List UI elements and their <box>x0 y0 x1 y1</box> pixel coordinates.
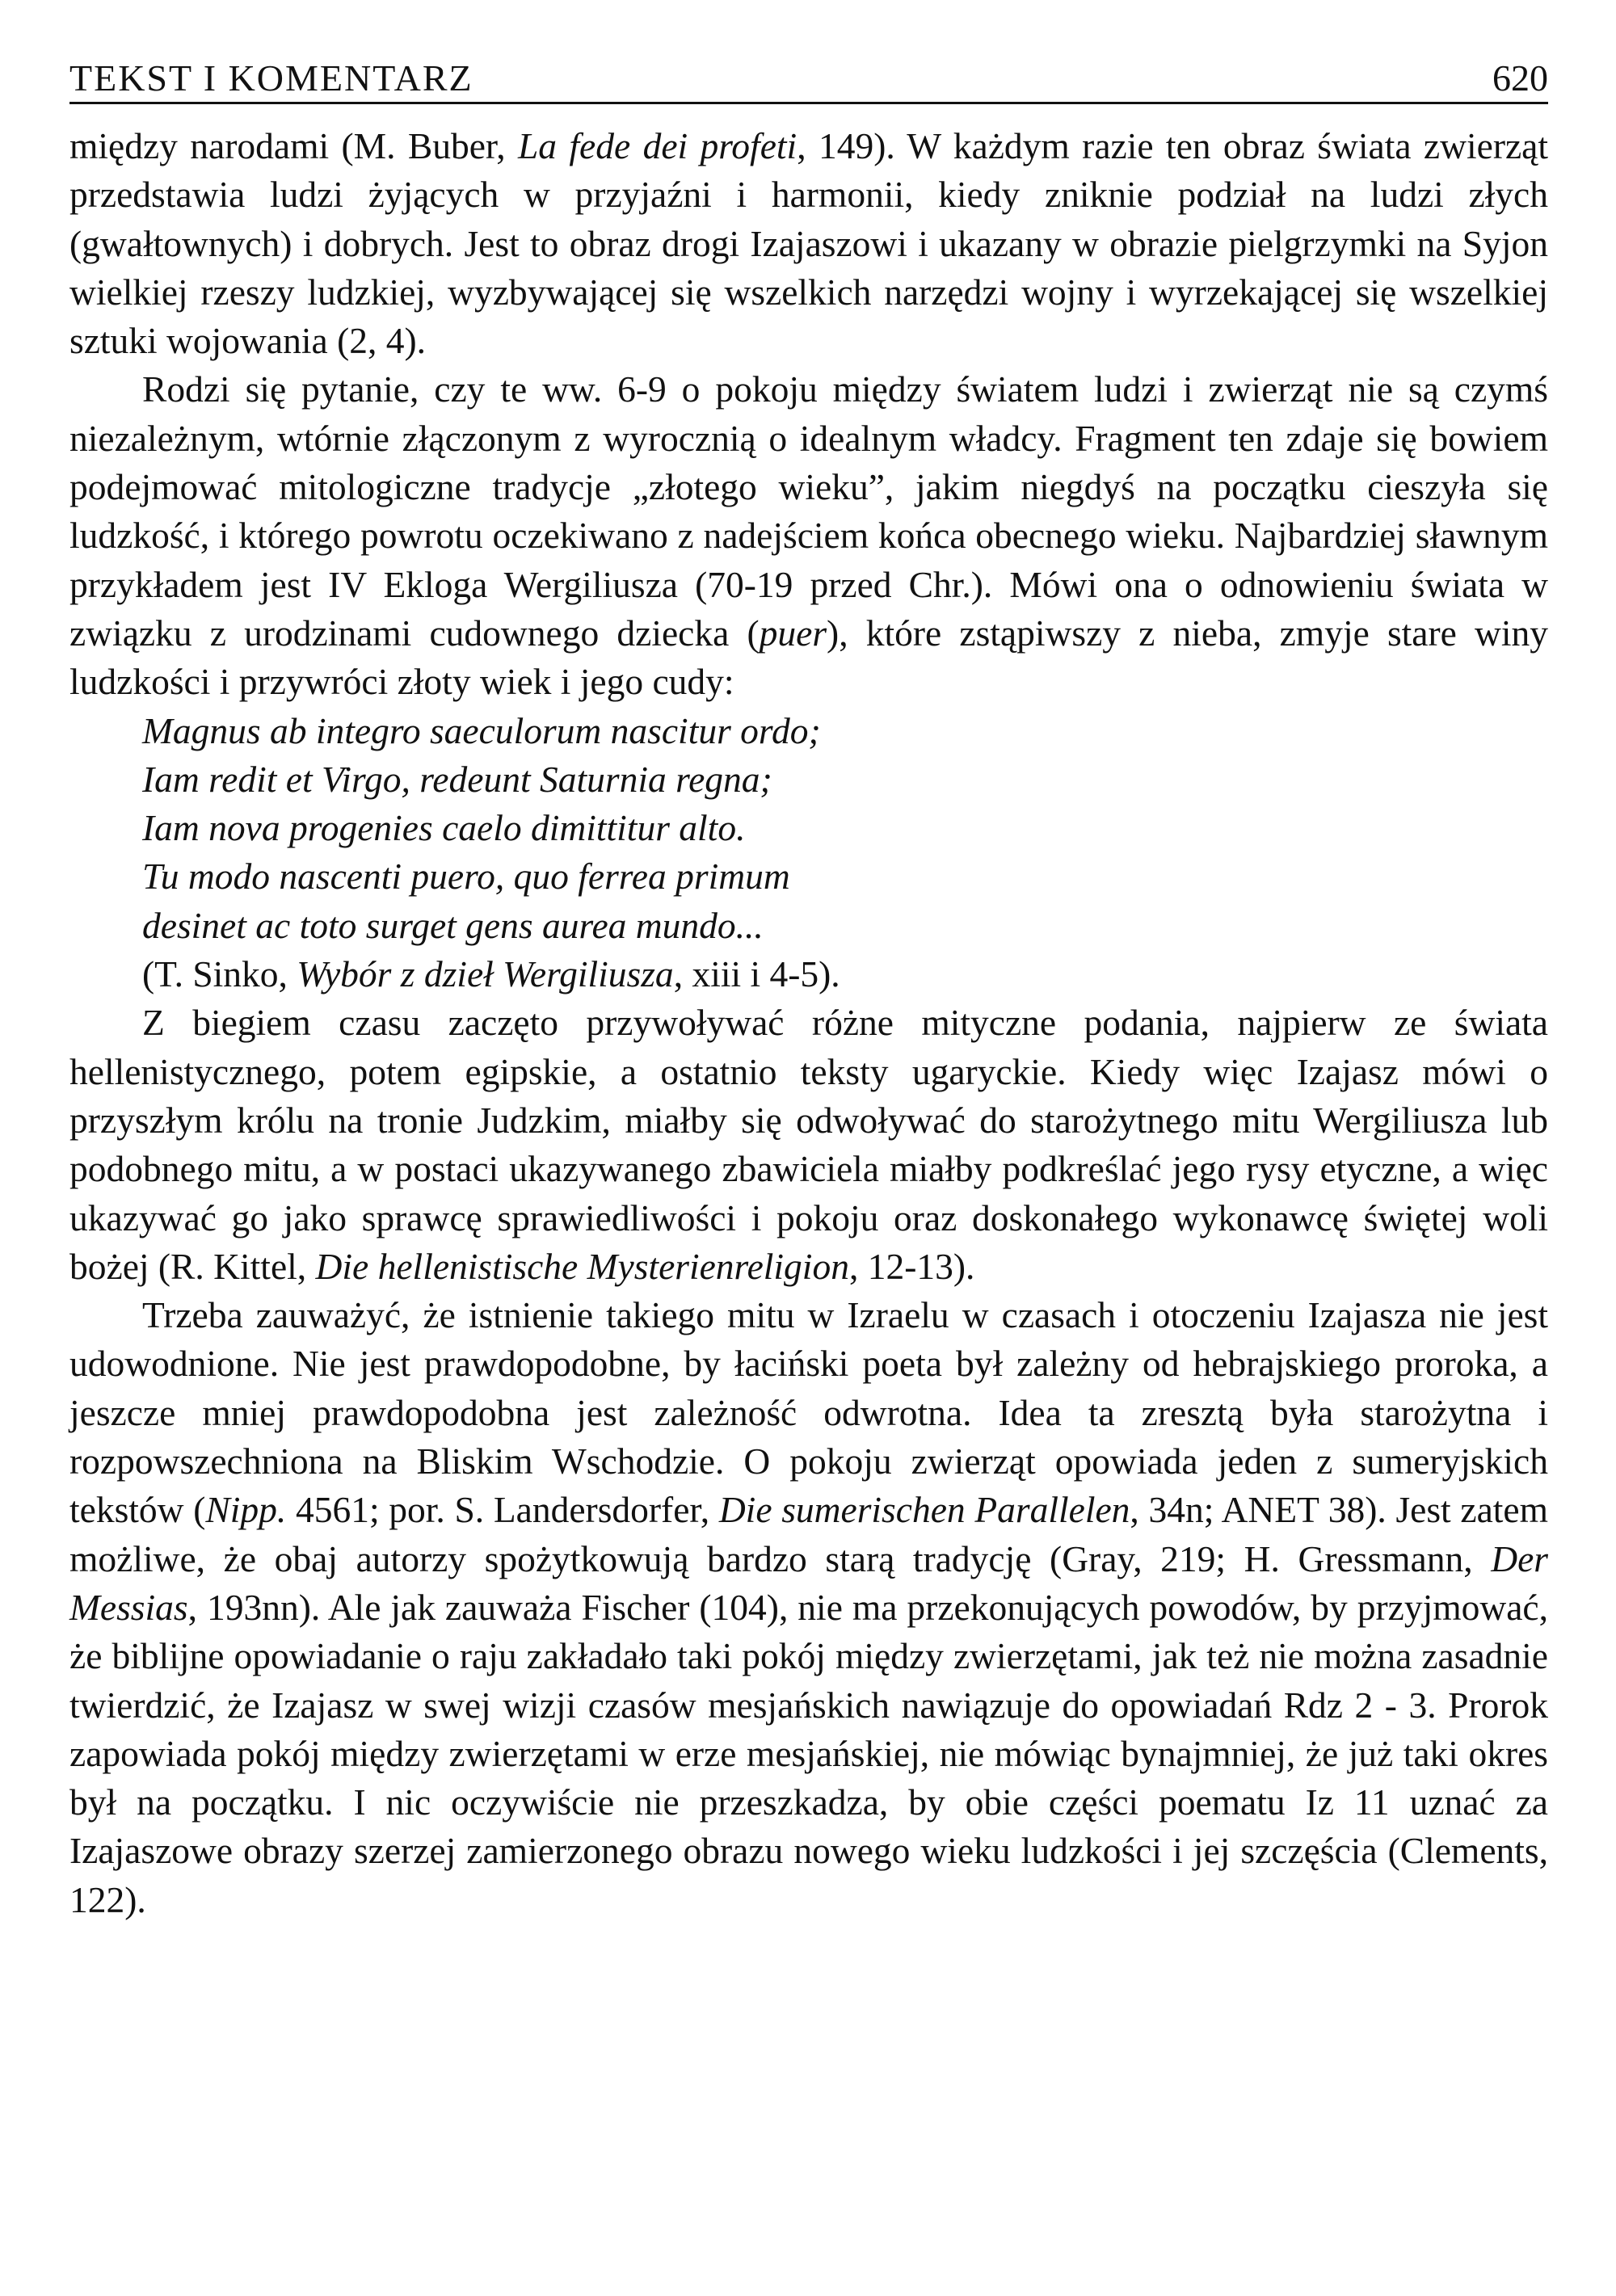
text-run: , 193nn). Ale jak zauważa Fischer (104), nie ma przekonujących powodów, by przyjmować, że biblijne opowiadanie o raju zakładało taki pokój między zwierzętami, jak też nie można zasadnie twierdzić, że Izajasz w swej wizji czasów mesjańskich nawiązuje do opowiadań Rdz 2 - 3. Prorok zapowiada pokój między zwierzętami w erze mesjańskiej, nie mówiąc bynajmniej, że już taki okres był na początku. I nic oczywiście nie przeszkadza, by obie części poematu Iz 11 uznać za Izajaszowe obrazy szerzej zamierzonego obrazu nowego wieku ludzkości i jej szczęścia (Clements, 122). <box>69 1586 1548 1920</box>
poem-line: Iam redit et Virgo, redeunt Saturnia regna; <box>142 758 772 800</box>
body-text <box>69 122 1548 1924</box>
italic-title: Wybór z dzieł Wergiliusza <box>297 953 674 995</box>
italic-term: puer <box>759 612 827 654</box>
poem-line: Iam nova progenies caelo dimittitur alto. <box>142 807 746 849</box>
text-run: (T. Sinko, <box>142 953 297 995</box>
running-title: TEKST I KOMENTARZ <box>69 57 473 99</box>
text-run: , xiii i 4-5). <box>673 953 840 995</box>
latin-quotation <box>69 707 1548 999</box>
text-run: , 34n; ANET 38). Jest zatem możliwe, że obaj autorzy spożytkowują bardzo starą tradycję (Gray, 219; H. Gressmann, <box>69 1489 1549 1579</box>
book-page <box>69 48 1548 1924</box>
poem-line: Magnus ab integro saeculorum nascitur ordo; <box>142 709 821 751</box>
italic-abbrev: Nipp. <box>205 1489 287 1531</box>
page-number: 620 <box>1492 57 1548 99</box>
italic-title: Die hellenistische Mysterienreligion <box>315 1245 849 1287</box>
italic-title: Die sumerischen Parallelen <box>718 1489 1130 1531</box>
text-run: Z biegiem czasu zaczęto przywoływać różne mityczne podania, najpierw ze świata hellenistycznego, potem egipskie, a ostatnio teksty ugaryckie. Kiedy więc Izajasz mówi o przyszłym królu na tronie Judzkim, miałby się odwoływać do starożytnego mitu Wergiliusza lub podobnego mitu, a w postaci ukazywanego zbawiciela miałby podkreślać jego rysy etyczne, a więc ukazywać go jako sprawcę sprawiedliwości i pokoju oraz doskonałego wykonawcę świętej woli bożej (R. Kittel, <box>69 1002 1548 1287</box>
paragraph-1 <box>69 122 1548 365</box>
running-header <box>69 48 1548 104</box>
text-run: , 12-13). <box>848 1245 975 1287</box>
poem-citation <box>142 950 1548 999</box>
poem-line: desinet ac toto surget gens aurea mundo... <box>142 904 764 946</box>
poem-line: Tu modo nascenti puero, quo ferrea primum <box>142 856 790 898</box>
text-run: ), które zstąpiwszy z nieba, zmyje stare winy ludzkości i przywróci złoty wiek i jego cudy: <box>69 612 1548 703</box>
paragraph-2 <box>69 365 1548 706</box>
text-run: , 149). W każdym razie ten obraz świata zwierząt przedstawia ludzi żyjących w przyjaźni i harmonii, kiedy zniknie podział na ludzi złych (gwałtownych) i dobrych. Jest to obraz drogi Izajaszowi i ukazany w obrazie pielgrzymki na Syjon wielkiej rzeszy ludzkiej, wyzbywającej się wszelkich narzędzi wojny i wyrzekającej się wszelkiej sztuki wojowania (2, 4). <box>69 125 1548 362</box>
text-run: Rodzi się pytanie, czy te ww. 6-9 o pokoju między światem ludzi i zwierząt nie są czymś niezależnym, wtórnie złączonym z wyrocznią o idealnym władcy. Fragment ten zdaje się bowiem podejmować mitologiczne tradycje „złotego wieku”, jakim niegdyś na początku cieszyła się ludzkość, i którego powrotu oczekiwano z nadejściem końca obecnego wieku. Najbardziej sławnym przykładem jest IV Ekloga Wergiliusza (70-19 przed Chr.). Mówi ona o odnowieniu świata w związku z urodzinami cudownego dziecka ( <box>69 368 1548 654</box>
text-run: między narodami (M. Buber, <box>69 125 518 166</box>
paragraph-3 <box>69 999 1548 1291</box>
text-run: 4561; por. S. Landersdorfer, <box>286 1489 719 1531</box>
italic-title: Der Messias <box>69 1537 1548 1628</box>
paragraph-4 <box>69 1291 1548 1924</box>
italic-title: La fede dei profeti <box>517 125 797 166</box>
text-run: Trzeba zauważyć, że istnienie takiego mitu w Izraelu w czasach i otoczeniu Izajasza nie jest udowodnione. Nie jest prawdopodobne, by łaciński poeta był zależny od hebrajskiego proroka, a jeszcze mniej prawdopodobna jest zależność odwrotna. Idea ta zresztą była starożytna i rozpowszechniona na Bliskim Wschodzie. O pokoju zwierząt opowiada jeden z sumeryjskich tekstów ( <box>69 1294 1548 1531</box>
